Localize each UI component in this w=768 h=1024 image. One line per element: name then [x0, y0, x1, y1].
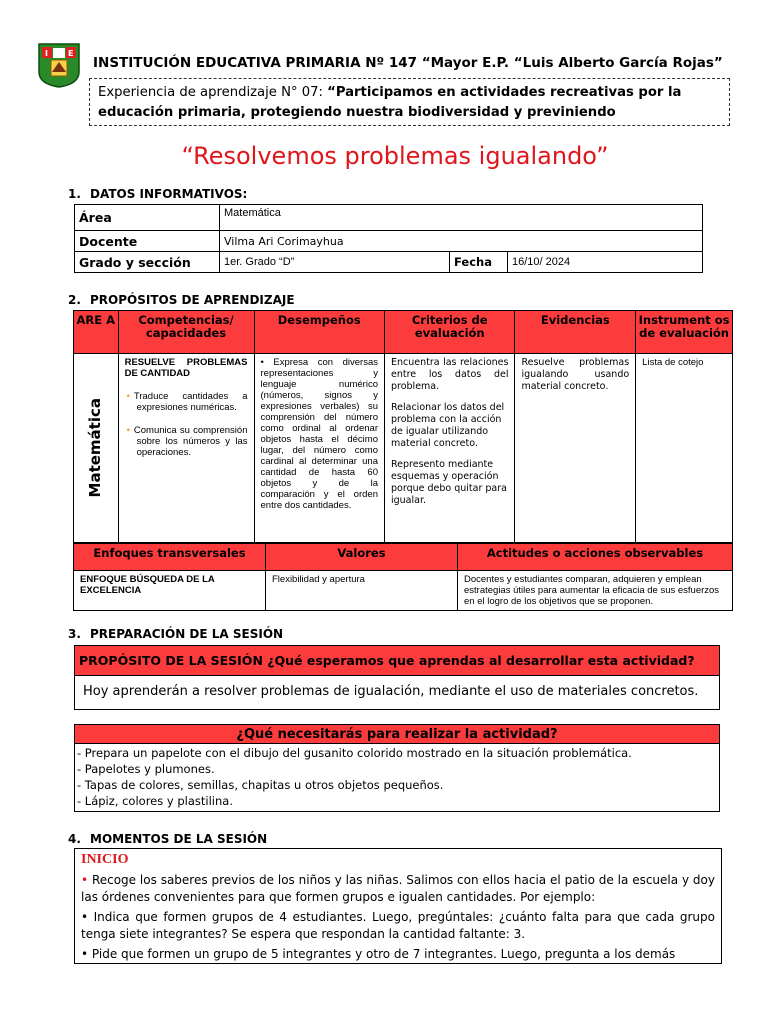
inicio-paragraph-2: • Indica que formen grupos de 4 estudiantes. Luego, pregúntales: ¿cuánto falta para que cada grupo tenga siete integrantes? Se espera que respondan la cantidad faltante: 3. [81, 910, 715, 941]
section-2-title: PROPÓSITOS DE APRENDIZAJE [90, 293, 295, 307]
capacidad-1: Traduce cantidades a expresiones numéricas. [133, 391, 248, 413]
capacidad-item [125, 391, 248, 413]
area-vertical-label: Matemática [86, 398, 105, 498]
actitud-cell: Docentes y estudiantes comparan, adquieren y emplean estrategias útiles para aumentar la eficacia de sus esfuerzos en el logro de los objetivos que se proponen. [458, 571, 733, 611]
header-instrumentos: Instrument os de evaluación [636, 311, 733, 354]
material-item: - Papelotes y plumones. [77, 762, 215, 776]
svg-text:I: I [45, 49, 48, 58]
header-desempenos: Desempeños [254, 311, 384, 354]
datos-table [74, 204, 703, 273]
header-valores: Valores [266, 544, 458, 571]
enfoques-table [73, 543, 733, 611]
header-evidencias: Evidencias [515, 311, 636, 354]
proposito-answer: Hoy aprenderán a resolver problemas de igualación, mediante el uso de materiales concretos. [75, 676, 720, 710]
material-item: - Lápiz, colores y plastilina. [77, 794, 233, 808]
competencias-cell [118, 354, 254, 543]
fecha-label: Fecha [450, 252, 508, 273]
valor-cell: Flexibilidad y apertura [266, 571, 458, 611]
criterio-3: Represento mediante esquemas y operación porque debo quitar para igualar. [390, 459, 507, 506]
header-criterios: Criterios de evaluación [384, 311, 514, 354]
bullet-icon: • [81, 873, 92, 887]
page-title: “Resolvemos problemas igualando” [181, 142, 609, 170]
section-1-number: 1. [68, 187, 81, 201]
capacidad-2: Comunica su comprensión sobre los números y las operaciones. [133, 425, 248, 458]
header-area: ARE A [74, 311, 119, 354]
materiales-question: ¿Qué necesitarás para realizar la actividad? [75, 725, 720, 744]
competencia-title: RESUELVE PROBLEMAS DE CANTIDAD [124, 357, 248, 379]
capacidad-item [125, 425, 248, 458]
proposito-table [74, 645, 720, 710]
section-1-heading [68, 187, 247, 201]
proposito-question: PROPÓSITO DE LA SESIÓN ¿Qué esperamos que aprendas al desarrollar esta actividad? [75, 646, 720, 676]
docente-value: Vilma Ari Corimayhua [220, 231, 703, 252]
criterio-1: Encuentra las relaciones entre los datos del problema. [390, 357, 509, 392]
momentos-box [74, 848, 722, 964]
desempeno-cell: • Expresa con diversas representaciones y lenguaje numérico (números, signos y expresiones verbales) su comprensión del número como ordinal al ordenar objetos hasta el décimo lugar, del número como cardinal al determinar una cantidad de hasta 60 objetos y de la comparación y el orden entre dos cantidades. [254, 354, 384, 543]
section-2-heading [68, 293, 295, 307]
header-actitudes: Actitudes o acciones observables [458, 544, 733, 571]
grado-label: Grado y sección [75, 252, 220, 273]
svg-text:E: E [68, 49, 74, 58]
grado-value: 1er. Grado “D” [220, 252, 450, 273]
section-1-title: DATOS INFORMATIVOS: [90, 187, 248, 201]
section-4-title: MOMENTOS DE LA SESIÓN [90, 832, 268, 846]
inicio-text-1: Recoge los saberes previos de los niños y las niñas. Salimos con ellos hacia el patio de la escuela y doy las órdenes convenientes para que formen grupos e igualen cantidades. Por ejemplo: [81, 873, 715, 904]
institution-name: INSTITUCIÓN EDUCATIVA PRIMARIA Nº 147 “Mayor E.P. “Luis Alberto García Rojas” [93, 55, 723, 71]
section-3-number: 3. [68, 627, 81, 641]
material-item: - Prepara un papelote con el dibujo del gusanito colorido mostrado en la situación problemática. [77, 746, 632, 760]
bullet-icon: • [126, 391, 130, 402]
section-4-number: 4. [68, 832, 81, 846]
section-3-heading [68, 627, 283, 641]
experience-box [89, 78, 730, 126]
section-2-number: 2. [68, 293, 81, 307]
docente-label: Docente [75, 231, 220, 252]
fecha-value: 16/10/ 2024 [508, 252, 703, 273]
inicio-paragraph-1 [81, 872, 715, 906]
section-3-title: PREPARACIÓN DE LA SESIÓN [90, 627, 284, 641]
instrumento-cell: Lista de cotejo [636, 354, 733, 543]
school-logo [37, 42, 81, 88]
inicio-heading: INICIO [81, 852, 129, 867]
area-value: Matemática [220, 205, 703, 231]
propositos-table [73, 310, 733, 543]
criterio-2: Relacionar los datos del problema con la acción de igualar utilizando material concreto. [390, 402, 505, 449]
enfoque-cell: ENFOQUE BÚSQUEDA DE LA EXCELENCIA [74, 571, 266, 611]
evidencia-cell: Resuelve problemas igualando usando material concreto. [515, 354, 636, 543]
area-cell [74, 354, 119, 543]
material-item: - Tapas de colores, semillas, chapitas u otros objetos pequeños. [77, 778, 444, 792]
inicio-paragraph-3: • Pide que formen un grupo de 5 integrantes y otro de 7 integrantes. Luego, pregunta a los demás [81, 947, 676, 961]
area-label: Área [75, 205, 220, 231]
bullet-icon: • [126, 425, 130, 436]
header-enfoques: Enfoques transversales [74, 544, 266, 571]
header-competencias: Competencias/ capacidades [118, 311, 254, 354]
experience-title: “Participamos en actividades recreativas por la educación primaria, protegiendo nuestra biodiversidad y previniendo [98, 85, 682, 120]
materiales-list [75, 744, 720, 812]
materiales-table [74, 724, 720, 812]
section-4-heading [68, 832, 267, 846]
criterios-cell [384, 354, 514, 543]
experience-prefix: Experiencia de aprendizaje N° 07: [98, 85, 328, 100]
